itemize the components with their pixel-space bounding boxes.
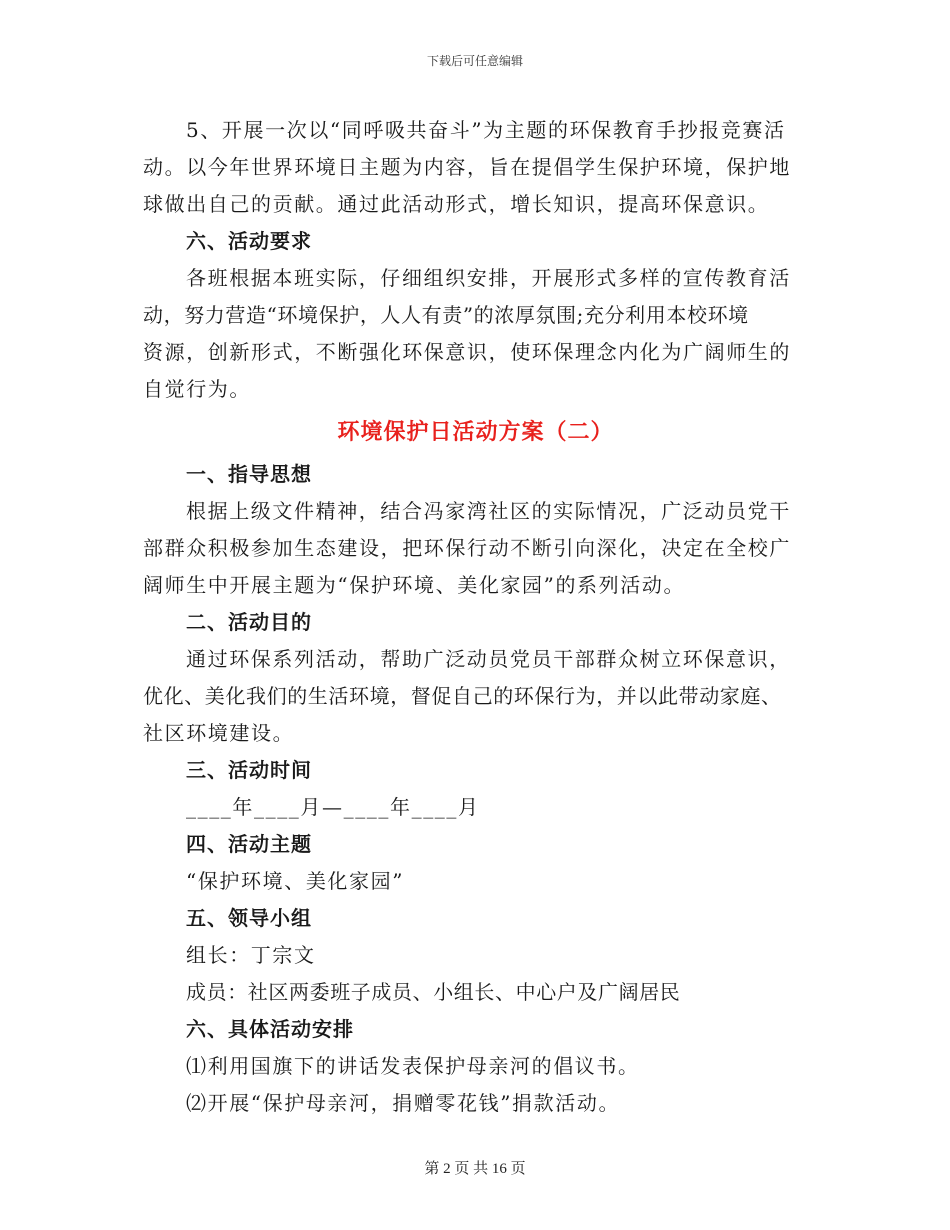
leader-line: 组长：丁宗文 bbox=[186, 943, 316, 967]
section-heading: 一、指导思想 bbox=[186, 462, 312, 486]
paragraph-line: 根据上级文件精神，结合冯家湾社区的实际情况，广泛动员党干 bbox=[186, 499, 791, 523]
section-heading: 四、活动主题 bbox=[186, 832, 312, 856]
members-line: 成员：社区两委班子成员、小组长、中心户及广阔居民 bbox=[186, 980, 681, 1004]
paragraph-line: 部群众积极参加生态建设，把环保行动不断引向深化，决定在全校广 bbox=[143, 536, 791, 560]
paragraph-line: 动，努力营造“环境保护，人人有责”的浓厚氛围;充分利用本校环境 bbox=[143, 303, 749, 327]
paragraph-line: 各班根据本班实际，仔细组织安排，开展形式多样的宣传教育活 bbox=[186, 266, 791, 290]
paragraph-line: 自觉行为。 bbox=[143, 377, 251, 401]
list-item: ⑵开展“保护母亲河，捐赠零花钱”捐款活动。 bbox=[186, 1091, 621, 1115]
paragraph-line: 资源，创新形式，不断强化环保意识，使环保理念内化为广阔师生的 bbox=[143, 340, 791, 364]
section-heading: 二、活动目的 bbox=[186, 610, 312, 634]
section-heading: 五、领导小组 bbox=[186, 906, 312, 930]
list-item: ⑴利用国旗下的讲话发表保护母亲河的倡议书。 bbox=[186, 1054, 640, 1078]
paragraph-line: 球做出自己的贡献。通过此活动形式，增长知识，提高环保意识。 bbox=[143, 192, 770, 216]
document-body bbox=[143, 112, 808, 1122]
date-range-line: ____年____月—____年____月 bbox=[186, 795, 480, 819]
section-heading: 六、具体活动安排 bbox=[186, 1017, 354, 1041]
document-title: 环境保护日活动方案（二） bbox=[337, 420, 614, 445]
theme-line: “保护环境、美化家园” bbox=[186, 869, 405, 893]
section-heading: 三、活动时间 bbox=[186, 758, 312, 782]
paragraph-line: 通过环保系列活动，帮助广泛动员党员干部群众树立环保意识， bbox=[186, 647, 791, 671]
page-header: 下载后可任意编辑 bbox=[426, 54, 523, 68]
paragraph-line: 动。以今年世界环境日主题为内容，旨在提倡学生保护环境，保护地 bbox=[143, 155, 791, 179]
paragraph-line: 5、开展一次以“同呼吸共奋斗”为主题的环保教育手抄报竞赛活 bbox=[186, 118, 786, 142]
page-footer: 第 2 页 共 16 页 bbox=[424, 1161, 526, 1177]
paragraph-line: 优化、美化我们的生活环境，督促自己的环保行为，并以此带动家庭、 bbox=[143, 684, 782, 708]
paragraph-line: 阔师生中开展主题为“保护环境、美化家园”的系列活动。 bbox=[143, 573, 686, 597]
paragraph-line: 社区环境建设。 bbox=[143, 721, 295, 745]
section-heading: 六、活动要求 bbox=[186, 229, 312, 253]
